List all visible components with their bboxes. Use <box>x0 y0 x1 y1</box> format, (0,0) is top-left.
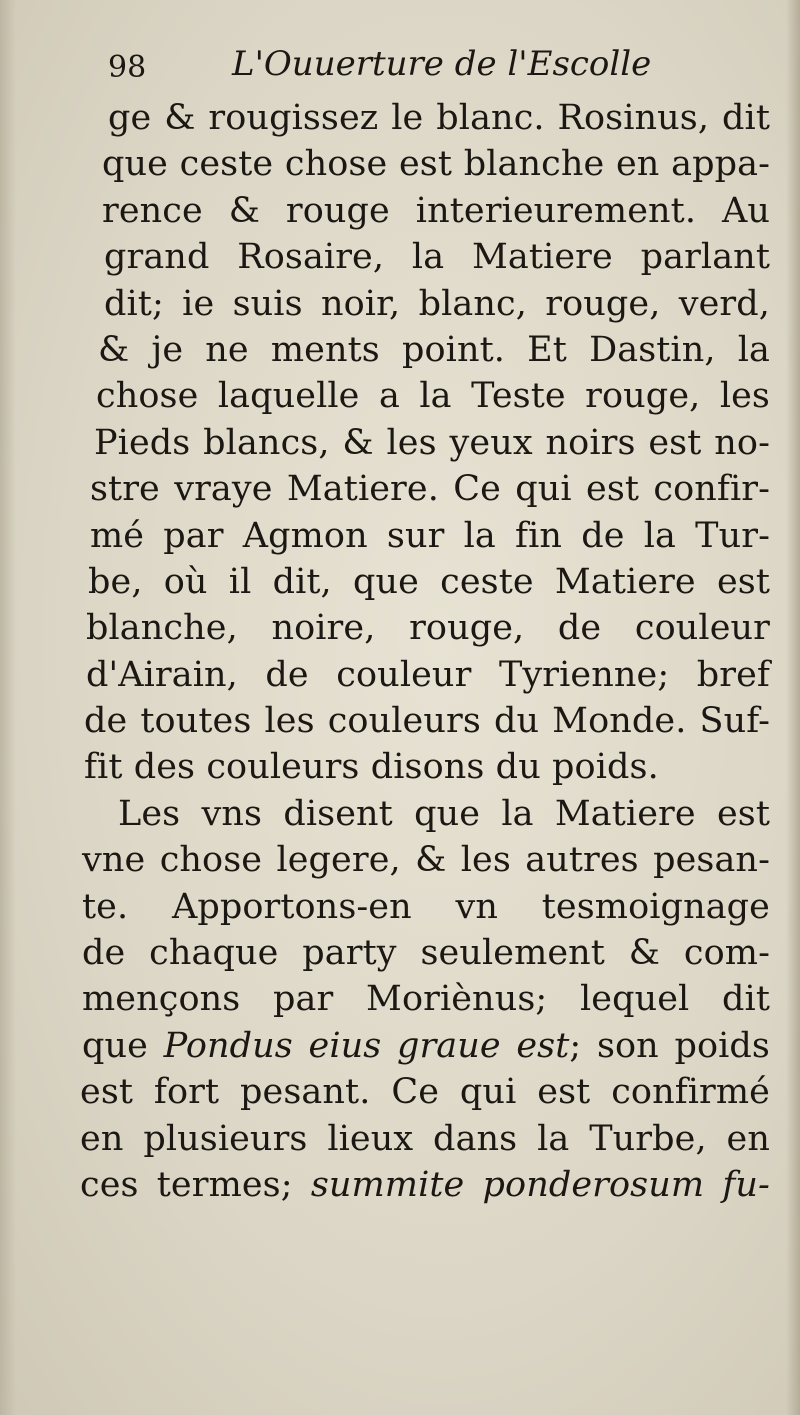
text-line: be, où il dit, que ceste Matiere est <box>88 561 770 602</box>
text-line: stre vraye Matiere. Ce qui est confir- <box>90 469 770 510</box>
text-line: de chaque party seulement & com- <box>82 933 770 974</box>
text-line: ge & rougissez le blanc. Rosinus, dit <box>108 98 770 138</box>
text-line: mé par Agmon sur la fin de la Tur- <box>90 515 770 556</box>
page-header <box>108 44 748 92</box>
text-line: Pieds blancs, & les yeux noirs est no- <box>94 422 770 463</box>
text-line: que ceste chose est blanche en appa- <box>102 144 770 185</box>
text-line: est fort pesant. Ce qui est confirmé <box>80 1072 770 1113</box>
text-line: blanche, noire, rouge, de couleur <box>86 608 770 649</box>
running-title: L'Ouuerture de l'Escolle <box>232 44 652 84</box>
text-line: de toutes les couleurs du Monde. Suf- <box>84 701 770 742</box>
body-text <box>80 95 770 1208</box>
text-line: que Pondus eius graue est; son poids <box>82 1025 770 1066</box>
text-line: ces termes; summite ponderosum fu- <box>80 1164 770 1205</box>
text-line: te. Apportons-en vn tesmoignage <box>82 886 770 927</box>
text-line: en plusieurs lieux dans la Turbe, en <box>80 1118 770 1159</box>
text-line: d'Airain, de couleur Tyrienne; bref <box>86 654 770 695</box>
text-line: & je ne ments point. Et Dastin, la <box>98 329 770 370</box>
text-line: fit des couleurs disons du poids. <box>84 747 659 788</box>
text-line-paragraph-start: Les vns disent que la Matiere est <box>118 793 770 834</box>
page-number: 98 <box>108 50 147 85</box>
text-line: chose laquelle a la Teste rouge, les <box>96 376 770 417</box>
text-line: grand Rosaire, la Matiere parlant <box>104 237 770 278</box>
text-line: mençons par Moriènus; lequel dit <box>82 979 770 1020</box>
text-line: vne chose legere, & les autres pesan- <box>82 840 770 881</box>
text-line: rence & rouge interieurement. Au <box>102 190 770 231</box>
text-line: dit; ie suis noir, blanc, rouge, verd, <box>104 283 770 324</box>
